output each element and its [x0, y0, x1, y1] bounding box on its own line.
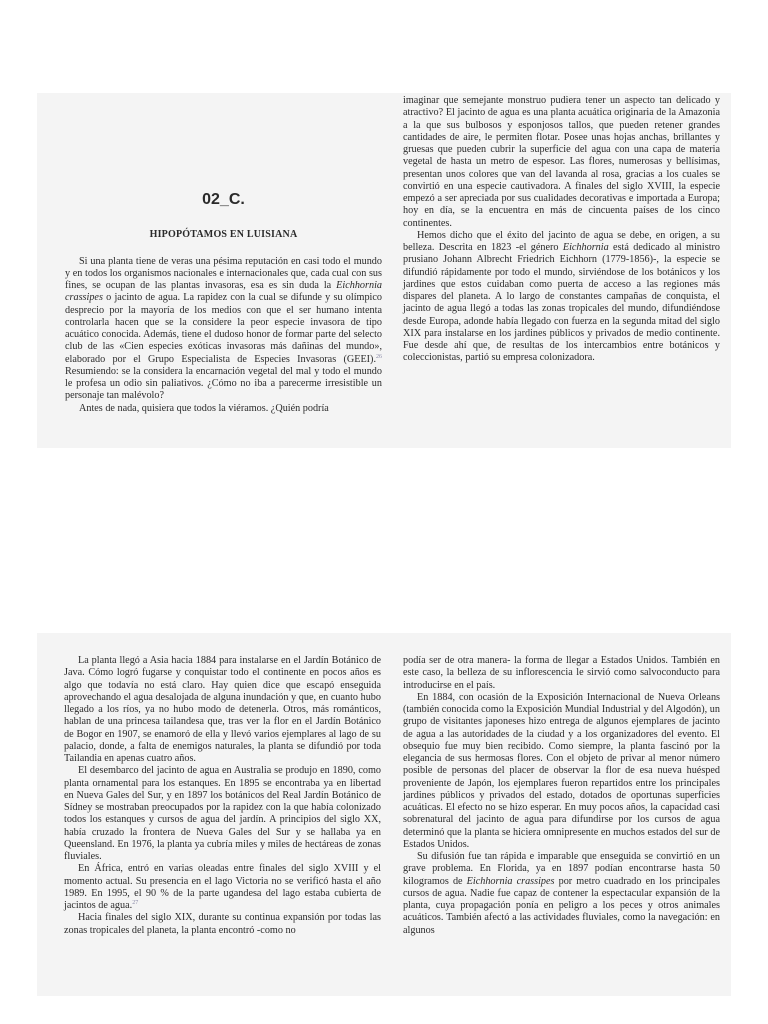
paragraph: imaginar que semejante monstruo pudiera tener un aspecto tan delicado y atractivo? El jacinto de agua es una planta acuática originaria de la Amazonia a la que sus bulbosos y esponjosos tallos, que pueden retener grandes cantidades de aire, le permiten flotar. Posee unas hojas anchas, brillantes y gruesas que pueden cubrir la superficie del agua con una capa de materia vegetal de hasta un metro de espesor. Las flores, numerosas y bellísimas, presentan unos colores que van del lavanda al rosa, gracias a los cuales se convirtió en una especie cautivadora. A finales del siglo XVIII, la especie empezó a ser apreciada por sus cualidades decorativas e importada a Europa; hoy en día, se la encuentra en más de cincuenta países de los cinco continentes. — [403, 95, 720, 229]
paragraph: Si una planta tiene de veras una pésima reputación en casi todo el mundo y en todos los organismos nacionales e internacionales que, cada cual con sus fines, se ocupan de las plantas invasoras, esa es sin duda la Eichhornia crassipes o jacinto de agua. La rapidez con la cual se difunde y su olímpico desprecio por la mayoría de los medios con que el ser humano intenta controlarla hacen que se la considere la peor especie invasora de tipo acuático conocida. Además, tiene el dudoso honor de formar parte del selecto club de las «Cien especies exóticas invasoras más dañinas del mundo», elaborado por el Grupo Especialista de Especies Invasoras (GEEI).$^{26}$ Resumiendo: se la considera la encarnación vegetal del mal y todo el mundo le profesa un odio sin paliativos. ¿Cómo no iba a parecerme irresistible un personaje tan malévolo? — [65, 255, 382, 402]
paragraph: Su difusión fue tan rápida e imparable que enseguida se convirtió en un grave problema. En Florida, ya en 1897 podían encontrarse hasta 50 kilogramos de Eichhornia crassipes por metro cuadrado en los principales cursos de agua. Nadie fue capaz de contener la espectacular expansión de la planta, cuya propagación ponía en peligro a los peces y otros animales acuáticos. También afectó a las actividades fluviales, como la navegación: en algunos — [403, 851, 720, 936]
paragraph: El desembarco del jacinto de agua en Australia se produjo en 1890, como planta ornamental para los estanques. En 1895 se encontraba ya en libertad en Nueva Gales del Sur, y en 1897 los botánicos del Real Jardín Botánico de Sídney se mostraban preocupados por la rapidez con la que había colonizado todos los estanques y cursos de agua del jardín. A principios del siglo XX, había cruzado la frontera de Nueva Gales del Sur y se hallaba ya en Queensland. En 1976, la planta ya cubría miles y miles de hectáreas de zonas fluviales. — [64, 765, 381, 862]
section-title: HIPOPÓTAMOS EN LUISIANA — [149, 229, 298, 241]
paragraph: En África, entró en varias oleadas entre finales del siglo XVIII y el momento actual. Su presencia en el lago Victoria no se verificó hasta el año 1989. En 1995, el 90 % de la parte ugandesa del lago estaba cubierta de jacintos de agua.$^{27}$ — [64, 863, 381, 911]
book-page-top — [37, 93, 731, 448]
paragraph: Antes de nada, quisiera que todos la viéramos. ¿Quién podría — [79, 402, 329, 414]
species-name: Eichhornia — [562, 242, 609, 253]
left-column — [65, 93, 382, 415]
left-column — [64, 655, 381, 937]
right-column — [403, 95, 720, 365]
chapter-number: 02_C. — [202, 191, 245, 208]
paragraph: En 1884, con ocasión de la Exposición Internacional de Nueva Orleans (también conocida como la Exposición Mundial Industrial y del Algodón), un grupo de visitantes japoneses hizo entrega de algunos ejemplares de jacinto de agua a las autoridades de la ciudad y a los organizadores del evento. El obsequio fue muy bien recibido. Como siempre, la planta fascinó por la elegancia de sus hermosas flores. Con el objeto de privar al menor número posible de personas del placer de observar la flor de esa nueva huésped proveniente de Japón, los ejemplares fueron repartidos entre los principales jardines públicos y privados del estado, dotados de oportunas superficies acuáticas. El efecto no se hizo esperar. En muy pocos años, la capacidad casi sobrenatural del jacinto de agua para difundirse por los cursos de agua determinó que la planta se hiciera omnipresente en muchos estados del sur de Estados Unidos. — [403, 691, 720, 850]
paragraph: podía ser de otra manera- la forma de llegar a Estados Unidos. También en este caso, la belleza de su inflorescencia le sirvió como salvoconducto para introducirse en el país. — [403, 655, 720, 691]
book-page-bottom — [37, 633, 731, 996]
right-column — [403, 655, 720, 937]
species-name: Eichhornia crassipes — [466, 875, 555, 887]
footnote-ref: 26 — [376, 353, 382, 360]
species-name: Eichhornia crassipes — [65, 280, 382, 304]
footnote-ref: 27 — [132, 900, 139, 906]
paragraph: La planta llegó a Asia hacia 1884 para instalarse en el Jardín Botánico de Java. Cómo logró fugarse y conquistar todo el continente en pocos años es algo que todavía no está claro. Hay quien dice que escapó enseguida aprovechando el agua desalojada de alguna inundación y que, en cuanto hubo llegado a los ríos, ya no hubo modo de detenerla. Otros, más románticos, hablan de una princesa tailandesa que, tras ver la flor en el Jardín Botánico de Bogor en 1907, se enamoró de ella y llevó varios ejemplares al lago de su palacio, donde, a falta de enemigos naturales, la planta se difundió por toda Tailandia en apenas cuatro años. — [64, 655, 381, 764]
paragraph: Hacia finales del siglo XIX, durante su continua expansión por todas las zonas tropicales del planeta, la planta encontró -como no — [64, 912, 381, 936]
paragraph: Hemos dicho que el éxito del jacinto de agua se debe, en origen, a su belleza. Descrita en 1823 -el género Eichhornia está dedicado al ministro prusiano Johann Albrecht Friedrich Eichhorn (1779-1856)-, la especie se difundió rápidamente por todo el mundo, sirviéndose de los botánicos y los jardines que estos cuidaban como puerta de acceso a las regiones más dispares del planeta. A lo largo de constantes campañas de conquista, el jacinto de agua llegó a todas las zonas tropicales del mundo, difundiéndose desde Europa, adonde había llegado con fuerza en la segunda mitad del siglo XIX para instalarse en los jardines públicos y privados de medio continente. Fue desde ahí que, de resultas de los intercambios entre botánicos y coleccionistas, partió su empresa colonizadora. — [403, 229, 721, 364]
